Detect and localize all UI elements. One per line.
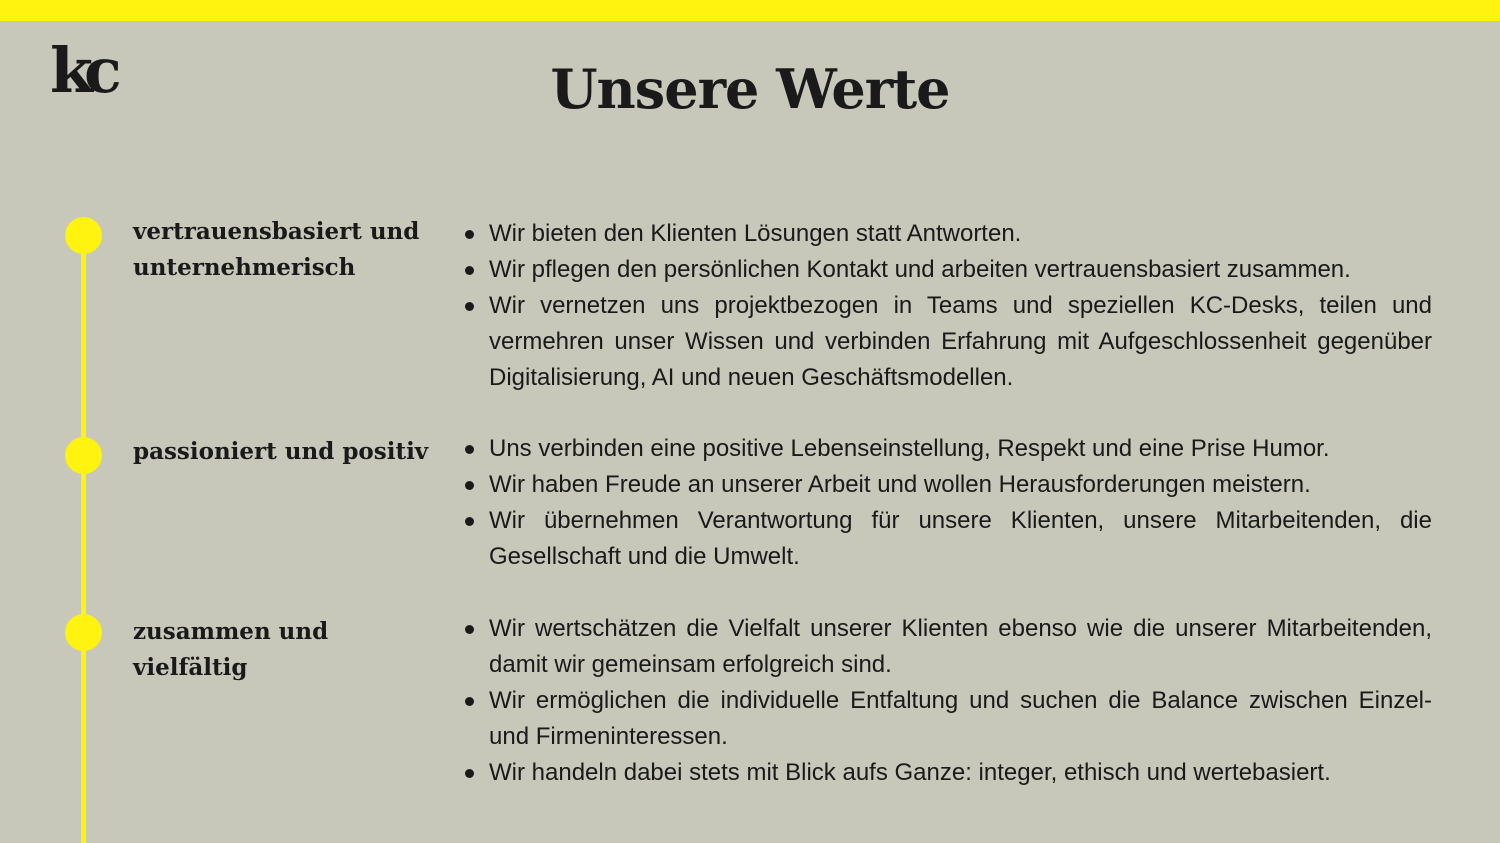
value-bullet — [462, 467, 1432, 503]
bullet-dot-icon — [465, 302, 474, 311]
value-bullet-text: Uns verbinden eine positive Lebenseinstellung, Respekt und eine Prise Humor. — [489, 435, 1330, 462]
value-bullet-text: Wir wertschätzen die Vielfalt unserer Klienten ebenso wie die unserer Mitarbeitenden, damit wir gemeinsam erfolgreich sind. — [489, 615, 1432, 678]
bullet-dot-icon — [465, 697, 474, 706]
value-bullet — [462, 683, 1432, 755]
bullet-dot-icon — [465, 769, 474, 778]
value-bullet-list — [462, 216, 1432, 396]
timeline-line — [81, 235, 86, 843]
bullet-dot-icon — [465, 481, 474, 490]
bullet-dot-icon — [465, 266, 474, 275]
page-title: Unsere Werte — [550, 57, 950, 121]
bullet-dot-icon — [465, 517, 474, 526]
value-bullet — [462, 611, 1432, 683]
value-bullet — [462, 431, 1432, 467]
value-heading: zusammen und vielfältig — [133, 618, 329, 681]
value-bullet-text: Wir ermöglichen die individuelle Entfaltung und suchen die Balance zwischen Einzel- und Firmeninteressen. — [489, 687, 1432, 750]
value-bullet — [462, 503, 1432, 575]
value-bullet-text: Wir pflegen den persönlichen Kontakt und arbeiten vertrauensbasiert zusammen. — [489, 256, 1351, 283]
value-bullet-text: Wir handeln dabei stets mit Blick aufs Ganze: integer, ethisch und wertebasiert. — [489, 759, 1331, 786]
value-bullet-text: Wir bieten den Klienten Lösungen statt Antworten. — [489, 220, 1022, 247]
value-bullet — [462, 252, 1432, 288]
kc-logo: kc — [50, 34, 113, 107]
timeline-dot — [65, 217, 102, 254]
value-bullet-text: Wir haben Freude an unserer Arbeit und wollen Herausforderungen meistern. — [489, 471, 1311, 498]
value-heading: passioniert und positiv — [133, 438, 429, 465]
value-bullet — [462, 216, 1432, 252]
value-bullet — [462, 288, 1432, 396]
value-bullet-text: Wir vernetzen uns projektbezogen in Teams und speziellen KC-Desks, teilen und vermehren unser Wissen und verbinden Erfahrung mit Aufgeschlossenheit gegenüber Digitalisierung, AI und neuen Geschäftsmodellen. — [489, 292, 1432, 391]
timeline-dot — [65, 437, 102, 474]
value-bullet — [462, 755, 1432, 791]
timeline-dot — [65, 614, 102, 651]
top-accent-bar — [0, 0, 1500, 21]
bullet-dot-icon — [465, 230, 474, 239]
value-bullet-text: Wir übernehmen Verantwortung für unsere Klienten, unsere Mitarbeitenden, die Gesellschaft und die Umwelt. — [489, 507, 1432, 570]
value-bullet-list — [462, 431, 1432, 575]
bullet-dot-icon — [465, 625, 474, 634]
value-heading: vertrauensbasiert und unternehmerisch — [133, 218, 420, 281]
bullet-dot-icon — [465, 445, 474, 454]
value-bullet-list — [462, 611, 1432, 791]
